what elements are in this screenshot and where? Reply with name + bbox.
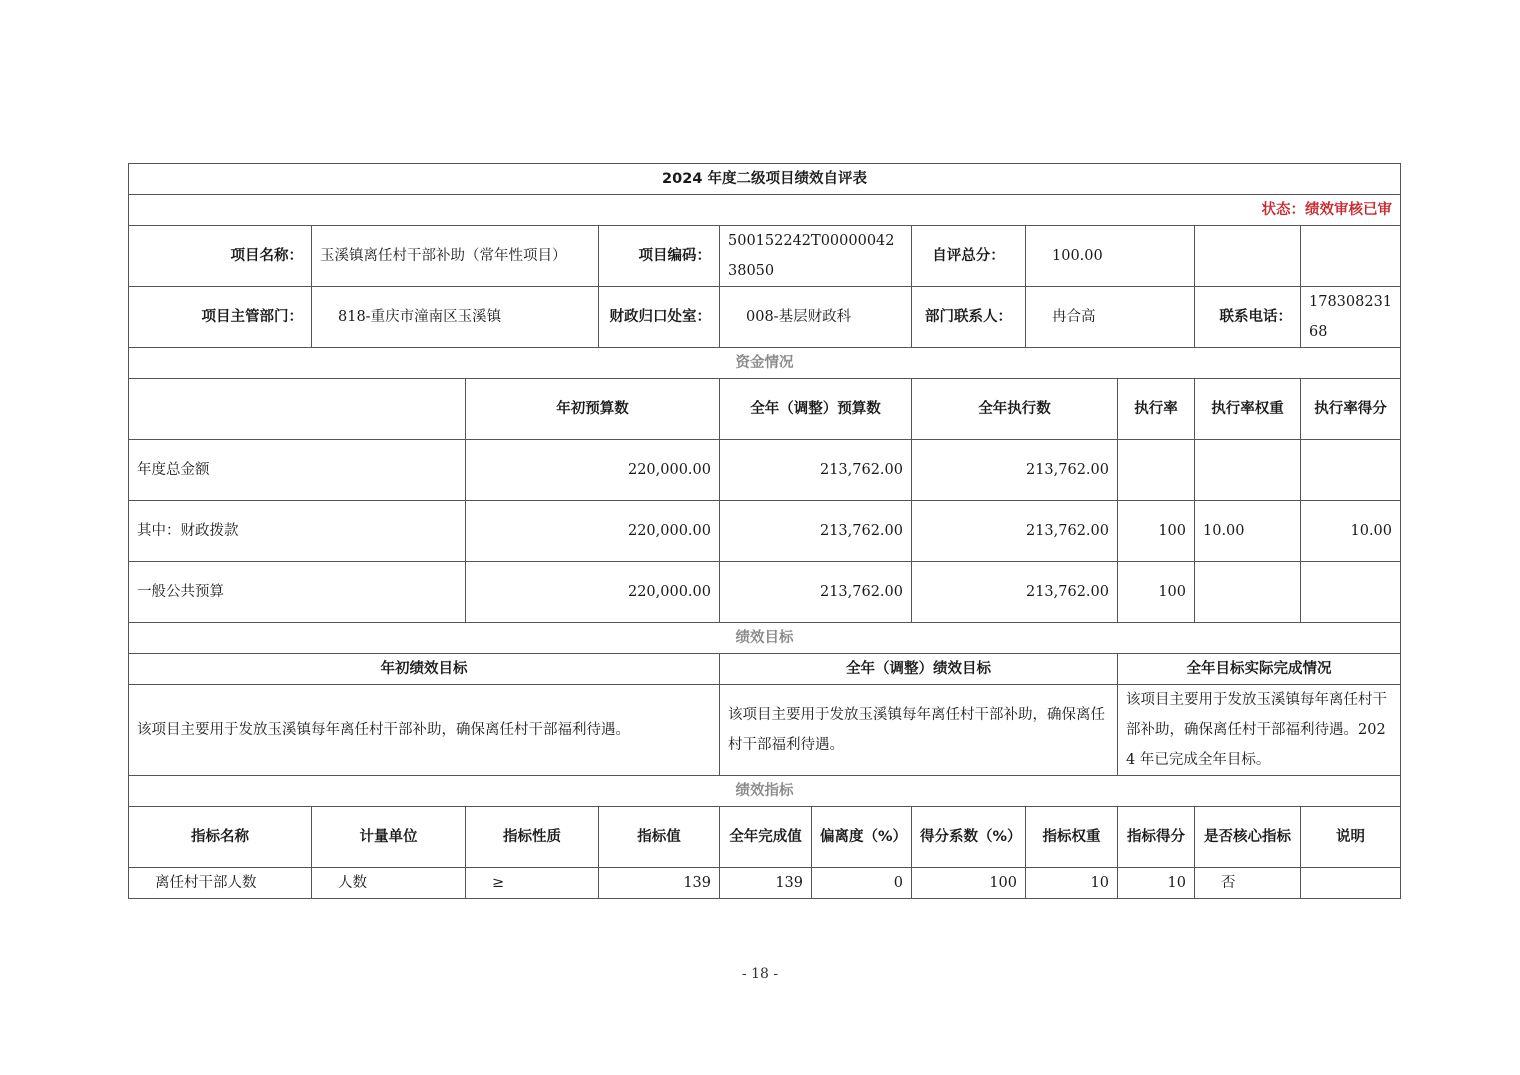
indicator-coefficient: 100	[912, 868, 1026, 899]
funds-row-adjusted: 213,762.00	[720, 562, 912, 623]
indicator-header-deviation: 偏离度（%）	[812, 807, 912, 868]
indicator-completed: 139	[720, 868, 812, 899]
funds-header-blank	[129, 379, 466, 440]
indicator-header-unit: 计量单位	[312, 807, 466, 868]
indicators-section-title: 绩效指标	[129, 776, 1401, 807]
funds-row-name: 一般公共预算	[129, 562, 466, 623]
project-code-value: 500152242T0000004238050	[720, 226, 912, 287]
indicator-name: 离任村干部人数	[129, 868, 312, 899]
performance-evaluation-table	[128, 163, 1401, 899]
project-name-value: 玉溪镇离任村干部补助（常年性项目）	[312, 226, 599, 287]
empty-cell	[1301, 226, 1401, 287]
indicator-score: 10	[1118, 868, 1195, 899]
goal-adjusted-text: 该项目主要用于发放玉溪镇每年离任村干部补助，确保离任村干部福利待遇。	[720, 685, 1118, 776]
indicator-header-nature: 指标性质	[466, 807, 599, 868]
indicator-nature: ≥	[466, 868, 599, 899]
table-title: 2024 年度二级项目绩效自评表	[129, 164, 1401, 195]
goal-initial-text: 该项目主要用于发放玉溪镇每年离任村干部补助，确保离任村干部福利待遇。	[129, 685, 720, 776]
empty-cell	[1195, 226, 1301, 287]
indicator-weight: 10	[1026, 868, 1118, 899]
goals-header-adjusted: 全年（调整）绩效目标	[720, 654, 1118, 685]
funds-row-rate	[1118, 440, 1195, 501]
finance-label: 财政归口处室：	[599, 287, 720, 348]
indicator-deviation: 0	[812, 868, 912, 899]
page-number: - 18 -	[741, 966, 779, 982]
indicator-header-value: 指标值	[599, 807, 720, 868]
dept-value: 818-重庆市潼南区玉溪镇	[312, 287, 599, 348]
funds-row-executed: 213,762.00	[912, 440, 1118, 501]
funds-header-initial: 年初预算数	[466, 379, 720, 440]
table-row	[129, 501, 1401, 562]
indicator-header-coefficient: 得分系数（%）	[912, 807, 1026, 868]
funds-row-name: 年度总金额	[129, 440, 466, 501]
funds-row-rate: 100	[1118, 501, 1195, 562]
indicator-note	[1301, 868, 1401, 899]
status-text: 状态：绩效审核已审	[129, 195, 1401, 226]
contact-label: 部门联系人：	[912, 287, 1026, 348]
funds-row-score	[1301, 440, 1401, 501]
funds-header-weight: 执行率权重	[1195, 379, 1301, 440]
funds-row-executed: 213,762.00	[912, 562, 1118, 623]
table-row	[129, 562, 1401, 623]
phone-label: 联系电话：	[1195, 287, 1301, 348]
funds-section-title: 资金情况	[129, 348, 1401, 379]
indicator-header-note: 说明	[1301, 807, 1401, 868]
indicator-header-core: 是否核心指标	[1195, 807, 1301, 868]
funds-row-initial: 220,000.00	[466, 562, 720, 623]
indicator-header-name: 指标名称	[129, 807, 312, 868]
project-code-label: 项目编码：	[599, 226, 720, 287]
funds-row-adjusted: 213,762.00	[720, 440, 912, 501]
goal-actual-text: 该项目主要用于发放玉溪镇每年离任村干部补助，确保离任村干部福利待遇。2024 年已完成全年目标。	[1118, 685, 1401, 776]
indicator-header-weight: 指标权重	[1026, 807, 1118, 868]
score-label: 自评总分：	[912, 226, 1026, 287]
funds-row-initial: 220,000.00	[466, 501, 720, 562]
contact-value: 冉合高	[1026, 287, 1195, 348]
funds-row-weight: 10.00	[1195, 501, 1301, 562]
indicator-value: 139	[599, 868, 720, 899]
goals-header-initial: 年初绩效目标	[129, 654, 720, 685]
goals-section-title: 绩效目标	[129, 623, 1401, 654]
table-row	[129, 440, 1401, 501]
goals-header-actual: 全年目标实际完成情况	[1118, 654, 1401, 685]
funds-row-name: 其中：财政拨款	[129, 501, 466, 562]
funds-row-weight	[1195, 562, 1301, 623]
project-name-label: 项目名称：	[129, 226, 312, 287]
funds-row-rate: 100	[1118, 562, 1195, 623]
funds-header-score: 执行率得分	[1301, 379, 1401, 440]
funds-header-executed: 全年执行数	[912, 379, 1118, 440]
funds-header-adjusted: 全年（调整）预算数	[720, 379, 912, 440]
indicator-header-score: 指标得分	[1118, 807, 1195, 868]
funds-header-rate: 执行率	[1118, 379, 1195, 440]
finance-value: 008-基层财政科	[720, 287, 912, 348]
funds-row-weight	[1195, 440, 1301, 501]
indicator-core: 否	[1195, 868, 1301, 899]
funds-row-adjusted: 213,762.00	[720, 501, 912, 562]
funds-row-score	[1301, 562, 1401, 623]
score-value: 100.00	[1026, 226, 1195, 287]
indicator-header-completed: 全年完成值	[720, 807, 812, 868]
table-row	[129, 868, 1401, 899]
indicator-unit: 人数	[312, 868, 466, 899]
funds-row-score: 10.00	[1301, 501, 1401, 562]
dept-label: 项目主管部门：	[129, 287, 312, 348]
funds-row-executed: 213,762.00	[912, 501, 1118, 562]
funds-row-initial: 220,000.00	[466, 440, 720, 501]
phone-value: 17830823168	[1301, 287, 1401, 348]
